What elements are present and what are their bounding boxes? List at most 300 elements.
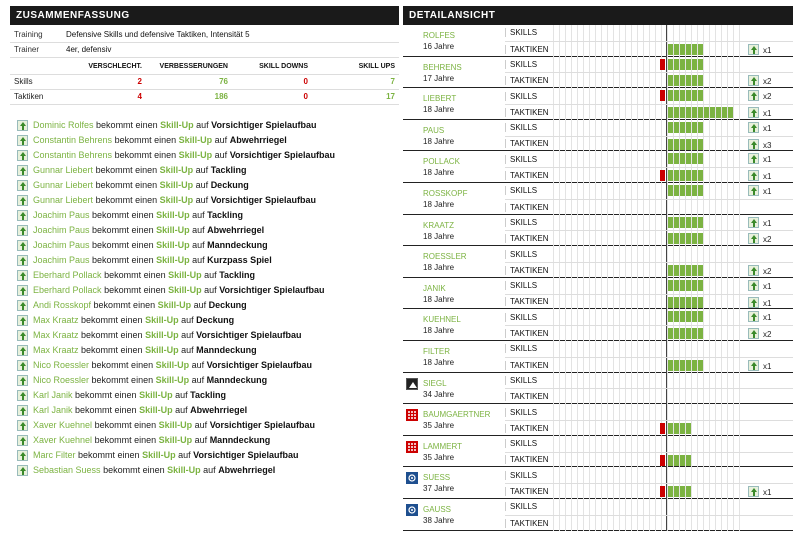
skill-up-arrow-icon [748,75,759,86]
skill-up-count: x1 [763,218,772,228]
progress-grid [553,326,745,341]
event-row [17,118,397,133]
baseline-divider [666,88,667,104]
event-row [17,133,397,148]
stats-value: 4 [62,89,146,104]
skill-up-bar [668,328,673,339]
row-label: TAKTIKEN [505,487,553,496]
progress-grid [553,246,745,262]
skill-up-bar [686,233,691,244]
baseline-divider [666,453,667,468]
row-label: TAKTIKEN [505,392,553,401]
event-text: auf [204,270,217,280]
skill-up-bar [686,455,691,466]
skill-up-arrow-icon [17,120,28,131]
skills-row [505,373,793,389]
baseline-divider [666,200,667,215]
event-row [17,283,397,298]
taktiken-row [505,388,793,404]
skills-row [505,120,793,136]
skill-up-bar [680,44,685,55]
progress-grid [553,25,745,41]
event-text: bekommt einen [91,375,154,385]
skill-up-bar [680,265,685,276]
progress-grid [553,120,745,136]
event-row [17,253,397,268]
skill-up-bar [692,170,697,181]
event-text: auf [192,255,205,265]
skill-up-bar [692,297,697,308]
player-link[interactable]: Eberhard Pollack [33,270,102,280]
event-row [17,388,397,403]
event-row [17,448,397,463]
skill-up-arrow-icon [17,375,28,386]
col-verschlecht: VERSCHLECHT. [62,59,146,74]
baseline-divider [666,278,667,294]
row-label: SKILLS [505,502,553,511]
skills-row [505,25,793,41]
grid-cell [739,436,745,452]
summary-stats-table [10,59,399,105]
skill-up-bar [680,59,685,70]
taktiken-row [505,41,793,57]
skill-up-count: x2 [763,92,772,102]
progress-grid [553,137,745,152]
event-text: bekommt einen [104,270,166,280]
baseline-divider [666,373,667,389]
row-label: TAKTIKEN [505,76,553,85]
row-label: SKILLS [505,376,553,385]
skill-up-bar [680,107,685,118]
row-label: SKILLS [505,28,553,37]
player-name[interactable]: LAMMERT [423,441,462,451]
skill-name: Vorsichtiger Spielaufbau [206,360,313,370]
row-label: TAKTIKEN [505,234,553,243]
player-row [403,246,793,278]
event-text: auf [178,450,191,460]
skill-up-bar [692,233,697,244]
player-name[interactable]: PAUS [423,125,445,135]
skill-up-bar [680,455,685,466]
skill-up-count: x1 [763,298,772,308]
event-text: bekommt einen [91,360,154,370]
skill-up-bar [686,486,691,497]
progress-grid [553,453,745,468]
player-link[interactable]: Andi Rosskopf [33,300,92,310]
skill-up-bar [698,265,703,276]
skill-up-count: x1 [763,123,772,133]
skill-up-bar [686,75,691,86]
player-name[interactable]: FILTER [423,346,450,356]
grid-cell [739,73,745,88]
player-name[interactable]: BAUMGAERTNER [423,410,491,420]
progress-grid [553,88,745,104]
skills-row [505,57,793,73]
player-link[interactable]: Xaver Kuehnel [33,435,93,445]
player-row [403,467,793,499]
baseline-divider [666,246,667,262]
player-name[interactable]: BEHRENS [423,62,462,72]
taktiken-row [505,136,793,152]
event-text: bekommt einen [92,225,154,235]
progress-grid [553,373,745,389]
skill-up-bar [692,217,697,228]
player-row [403,215,793,247]
skill-up-bar [680,328,685,339]
progress-grid [553,57,745,73]
event-text: auf [175,390,188,400]
skill-up-bar [674,311,679,322]
grid-cell [739,231,745,246]
event-row [17,313,397,328]
skill-up-bar [668,233,673,244]
row-label: TAKTIKEN [505,329,553,338]
skill-up-arrow-icon [17,420,28,431]
skill-up-count: x2 [763,235,772,245]
skill-up-label: Skill-Up [157,300,192,310]
player-link[interactable]: Gunnar Liebert [33,165,94,175]
player-link[interactable]: Joachim Paus [33,210,90,220]
player-link[interactable]: Nico Roessler [33,360,90,370]
skill-up-arrow-icon [17,225,28,236]
skill-up-count: x1 [763,155,772,165]
player-age: 17 Jahre [423,73,455,83]
grid-cell [739,200,745,215]
taktiken-row [505,483,793,499]
skill-up-count: x2 [763,266,772,276]
player-age: 35 Jahre [423,421,455,431]
skill-up-bar [668,139,673,150]
player-link[interactable]: Constantin Behrens [33,150,113,160]
event-row [17,358,397,373]
progress-grid [553,263,745,278]
player-link[interactable]: Joachim Paus [33,240,90,250]
baseline-divider [666,309,667,325]
skill-up-bar [674,90,679,101]
skill-up-bar [668,311,673,322]
player-link[interactable]: Joachim Paus [33,225,90,235]
player-link[interactable]: Nico Roessler [33,375,90,385]
player-link[interactable]: Dominic Rolfes [33,120,94,130]
taktiken-row [505,357,793,373]
row-label: SKILLS [505,123,553,132]
skill-up-label: Skill-Up [156,240,190,250]
summary-info-table [10,27,399,58]
defender-icon [406,441,418,453]
skill-up-count: x1 [763,108,772,118]
event-text: auf [196,120,209,130]
baseline-divider [666,183,667,199]
skill-up-bar [668,107,673,118]
skill-up-bar [674,185,679,196]
skill-up-bar [692,280,697,291]
skill-up-bar [668,486,673,497]
skill-up-bar [692,75,697,86]
progress-grid [553,73,745,88]
stats-value: 7 [312,74,399,89]
skill-up-count: x1 [763,45,772,55]
skill-up-bar [680,311,685,322]
skill-up-count: x3 [763,140,772,150]
player-age: 35 Jahre [423,452,455,462]
player-name[interactable]: ROESSLER [423,252,467,262]
event-text: bekommt einen [96,120,158,130]
player-age: 18 Jahre [423,326,455,336]
skill-up-bar [674,265,679,276]
stats-label: Taktiken [10,89,62,104]
event-text: auf [175,405,188,415]
grid-cell [739,421,745,436]
event-text: auf [214,135,228,145]
skill-up-bar [680,280,685,291]
skill-up-bar [668,122,673,133]
event-row [17,163,397,178]
player-name[interactable]: SUESS [423,473,451,483]
player-link[interactable]: Constantin Behrens [33,135,113,145]
baseline-divider [666,105,667,120]
event-text: bekommt einen [95,180,158,190]
player-link[interactable]: Max Kraatz [33,315,79,325]
player-row [403,120,793,152]
grid-cell [739,183,745,199]
row-label: SKILLS [505,344,553,353]
event-text: bekommt einen [114,150,177,160]
event-row [17,328,397,343]
skill-up-bar [668,90,673,101]
row-label: SKILLS [505,250,553,259]
grid-cell [739,516,745,531]
player-age: 18 Jahre [423,357,455,367]
grid-cell [739,88,745,104]
player-name[interactable]: LIEBERT [423,94,457,104]
skill-up-label: Skill-Up [156,210,190,220]
player-name[interactable]: GAUSS [423,504,452,514]
skill-up-arrow-icon [748,44,759,55]
skill-up-arrow-icon [748,280,759,291]
skill-name: Tackling [190,390,226,400]
progress-grid [553,231,745,246]
skill-up-events-list [17,118,397,478]
skill-up-label: Skill-Up [155,360,190,370]
stats-value: 0 [232,89,312,104]
stats-label: Skills [10,74,62,89]
skill-up-bar [668,44,673,55]
player-link[interactable]: Sebastian Suess [33,465,101,475]
skill-up-bar [698,328,703,339]
player-name[interactable]: ROLFES [423,31,456,40]
player-link[interactable]: Xaver Kuehnel [33,420,93,430]
progress-grid [553,358,745,373]
skill-up-arrow-icon [748,153,759,164]
skill-up-arrow-icon [17,450,28,461]
skill-name: Deckung [196,315,235,325]
event-text: auf [181,315,194,325]
skill-up-arrow-icon [17,345,28,356]
skills-row [505,88,793,104]
skill-up-bar [692,139,697,150]
player-row [403,436,793,468]
player-link[interactable]: Karl Janik [33,390,73,400]
progress-grid [553,389,745,404]
taktiken-row [505,72,793,88]
player-name[interactable]: ROSSKOPF [423,188,468,198]
skill-up-arrow-icon [748,90,759,101]
row-label: TAKTIKEN [505,203,553,212]
event-text: bekommt einen [93,300,156,310]
progress-grid [553,151,745,167]
skill-up-bar [686,185,691,196]
event-text: bekommt einen [94,420,157,430]
skill-up-bar [686,265,691,276]
skill-up-arrow-icon [17,405,28,416]
skill-up-bar [668,455,673,466]
player-age: 18 Jahre [423,136,455,146]
grid-cell [739,105,745,120]
skill-up-arrow-icon [17,270,28,281]
grid-cell [739,25,745,41]
baseline-divider [666,421,667,436]
player-age: 37 Jahre [423,484,455,494]
skill-up-bar [686,90,691,101]
grid-cell [739,373,745,389]
event-text: auf [214,150,228,160]
skill-up-arrow-icon [17,240,28,251]
skill-up-arrow-icon [17,315,28,326]
skill-up-bar [680,297,685,308]
player-link[interactable]: Max Kraatz [33,345,79,355]
skill-up-bar [692,311,697,322]
skill-up-bar [692,265,697,276]
skill-up-bar [674,280,679,291]
event-text: bekommt einen [95,165,158,175]
player-link[interactable]: Marc Filter [33,450,76,460]
player-name[interactable]: POLLACK [423,157,460,167]
skill-up-count: x2 [763,330,772,340]
skill-up-bar [710,107,715,118]
event-row [17,223,397,238]
event-text: auf [181,345,194,355]
skill-up-bar [692,107,697,118]
baseline-divider [666,231,667,246]
skill-up-bar [686,217,691,228]
row-label: TAKTIKEN [505,455,553,464]
skill-up-count: x1 [763,186,772,196]
baseline-divider [666,57,667,73]
detail-list [403,25,793,531]
skill-up-bar [668,217,673,228]
skill-down-bar [660,423,665,434]
baseline-divider [666,120,667,136]
defender-icon [406,409,418,421]
skill-name: Vorsichtiger Spielaufbau [193,450,299,460]
skill-up-label: Skill-Up [158,420,193,430]
player-link[interactable]: Joachim Paus [33,255,90,265]
taktiken-row [505,515,793,531]
skill-up-arrow-icon [17,465,28,476]
baseline-divider [666,389,667,404]
taktiken-row [505,199,793,215]
player-link[interactable]: Max Kraatz [33,330,79,340]
player-link[interactable]: Gunnar Liebert [33,195,94,205]
player-row [403,88,793,120]
skill-name: Kurzpass Spiel [207,255,272,265]
event-text: bekommt einen [114,135,177,145]
skill-up-bar [692,59,697,70]
skill-up-bar [680,360,685,371]
event-text: bekommt einen [104,285,166,295]
grid-cell [739,215,745,231]
training-value: Defensive Skills und defensive Taktiken, Intensität 5 [62,27,399,42]
grid-cell [739,484,745,499]
stats-value: 0 [232,74,312,89]
skill-up-bar [674,423,679,434]
event-row [17,298,397,313]
grid-cell [739,57,745,73]
player-link[interactable]: Gunnar Liebert [33,180,94,190]
skill-name: Abwehrriegel [207,225,265,235]
skills-row [505,341,793,357]
skill-up-bar [674,170,679,181]
row-label: SKILLS [505,186,553,195]
player-age: 18 Jahre [423,263,455,273]
skills-row [505,183,793,199]
event-text: auf [191,360,205,370]
skill-up-bar [698,153,703,164]
skill-up-bar [698,139,703,150]
player-name[interactable]: KUEHNEL [423,315,461,325]
event-text: auf [192,240,205,250]
baseline-divider [666,326,667,341]
row-label: TAKTIKEN [505,45,553,54]
event-text: auf [195,180,209,190]
player-age: 16 Jahre [423,42,455,51]
skill-up-count: x1 [763,488,772,498]
skill-down-bar [660,486,665,497]
skill-up-label: Skill-Up [159,165,194,175]
player-name[interactable]: SIEGL [423,378,447,388]
player-name[interactable]: KRAATZ [423,220,454,230]
skill-name: Vorsichtiger Spielaufbau [210,195,317,205]
event-text: bekommt einen [94,435,157,445]
skill-up-label: Skill-Up [160,120,194,130]
skill-up-bar [674,122,679,133]
player-link[interactable]: Karl Janik [33,405,73,415]
col-verbesserungen: VERBESSERUNGEN [146,59,232,74]
event-text: auf [194,420,208,430]
skill-up-arrow-icon [748,185,759,196]
skill-up-arrow-icon [17,300,28,311]
progress-grid [553,200,745,215]
skill-up-bar [686,139,691,150]
skill-up-label: Skill-Up [159,195,194,205]
taktiken-row [505,420,793,436]
skill-up-bar [674,75,679,86]
player-link[interactable]: Eberhard Pollack [33,285,102,295]
player-name[interactable]: JANIK [423,283,446,293]
taktiken-row [505,452,793,468]
progress-grid [553,215,745,231]
grid-cell [739,326,745,341]
grid-cell [739,467,745,483]
skill-up-arrow-icon [17,255,28,266]
skill-name: Manndeckung [206,375,268,385]
player-row [403,183,793,215]
row-label: TAKTIKEN [505,361,553,370]
event-text: auf [204,285,217,295]
baseline-divider [666,42,667,57]
grid-cell [739,137,745,152]
baseline-divider [666,295,667,310]
